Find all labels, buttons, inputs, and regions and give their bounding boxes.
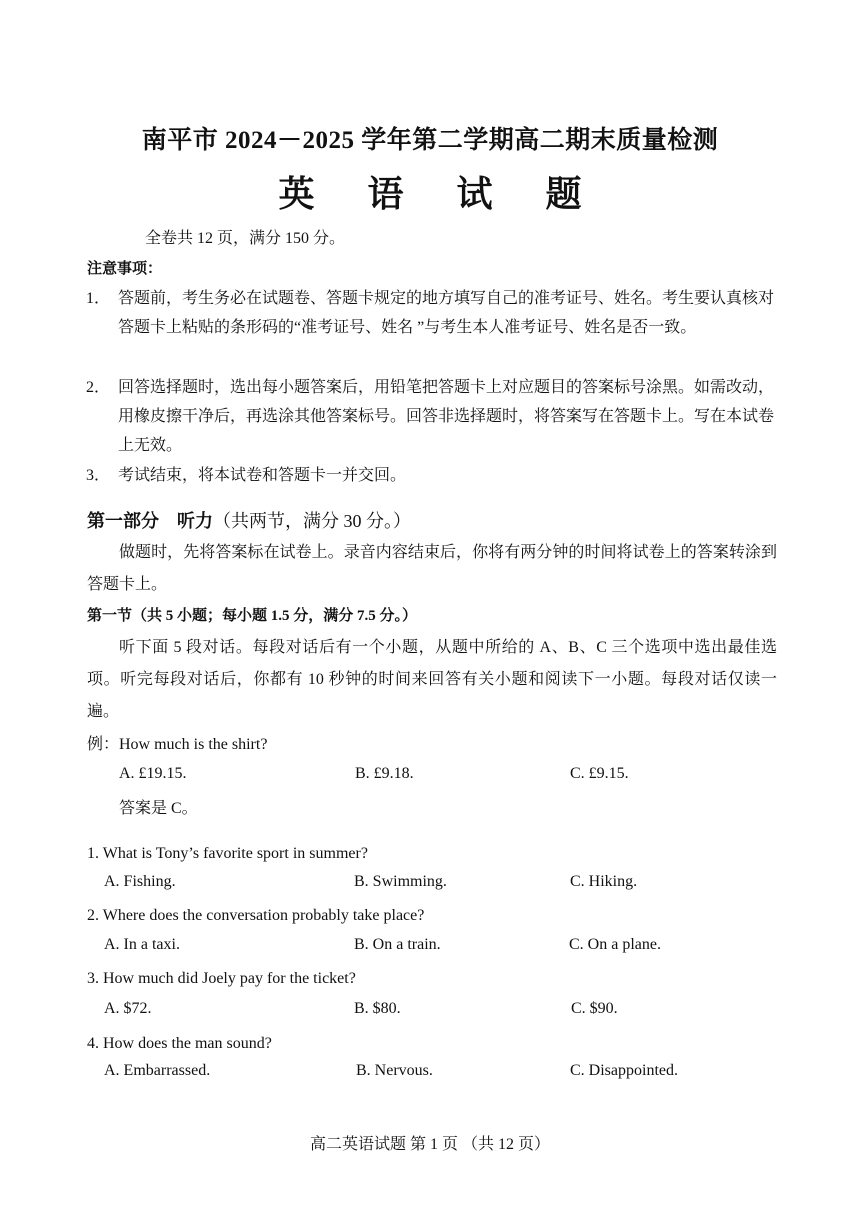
page-footer: 高二英语试题 第 1 页 （共 12 页）	[309, 1136, 550, 1153]
note-item	[86, 461, 778, 490]
question-3-option-b: B. $80.	[354, 1000, 401, 1017]
question-3-option-c: C. $90.	[571, 1000, 618, 1017]
example-option-b: B. £9.18.	[355, 765, 414, 782]
question-4-option-a: A. Embarrassed.	[104, 1062, 211, 1079]
question-2-option-b: B. On a train.	[354, 936, 441, 953]
question-4-option-c: C. Disappointed.	[570, 1062, 678, 1079]
question-1-option-a: A. Fishing.	[104, 873, 176, 890]
question-3-option-a: A. $72.	[104, 1000, 152, 1017]
note-text: 考试结束，将本试卷和答题卡一并交回。	[118, 467, 407, 484]
question-1: 1. What is Tony’s favorite sport in summer?	[87, 845, 368, 862]
note-number: 1．	[86, 290, 111, 307]
note-text: 答题前，考生务必在试题卷、答题卡规定的地方填写自己的准考证号、姓名。考生要认真核对答题卡上粘贴的条形码的“准考证号、姓名 ”与考生本人准考证号、姓名是否一致。	[118, 290, 775, 336]
note-item	[86, 373, 778, 460]
part1-heading-rest: （共两节，满分 30 分。）	[213, 511, 411, 531]
question-2: 2. Where does the conversation probably take place?	[87, 907, 425, 924]
question-1-option-c: C. Hiking.	[570, 873, 638, 890]
example-option-c: C. £9.15.	[570, 765, 629, 782]
part1-heading	[87, 507, 411, 533]
intro-text: 全卷共 12 页，满分 150 分。	[145, 230, 346, 247]
example-question: 例：How much is the shirt?	[87, 736, 268, 753]
question-2-option-a: A. In a taxi.	[104, 936, 180, 953]
note-item	[86, 284, 778, 342]
example-option-a: A. £19.15.	[119, 765, 187, 782]
example-answer: 答案是 C。	[119, 800, 198, 817]
part1-heading-bold: 第一部分 听力	[87, 511, 213, 531]
question-1-option-b: B. Swimming.	[354, 873, 447, 890]
section1-heading: 第一节（共 5 小题；每小题 1.5 分，满分 7.5 分。）	[87, 608, 418, 624]
section1-instruction: 听下面 5 段对话。每段对话后有一个小题，从题中所给的 A、B、C 三个选项中选出最佳选项。听完每段对话后，你都有 10 秒钟的时间来回答有关小题和阅读下一小题。每段对话仅读一遍。	[87, 639, 777, 720]
question-4-option-b: B. Nervous.	[356, 1062, 433, 1079]
note-number: 3．	[86, 467, 111, 484]
note-number: 2．	[86, 379, 111, 396]
exam-title: 南平市 2024－2025 学年第二学期高二期末质量检测	[141, 127, 719, 154]
part1-instruction: 做题时，先将答案标在试卷上。录音内容结束后，你将有两分钟的时间将试卷上的答案转涂到答题卡上。	[87, 544, 777, 593]
notes-heading: 注意事项：	[87, 261, 163, 277]
question-4: 4. How does the man sound?	[87, 1035, 272, 1052]
subject-title: 英 语 试 题	[278, 174, 604, 214]
question-2-option-c: C. On a plane.	[569, 936, 661, 953]
note-text: 回答选择题时，选出每小题答案后，用铅笔把答题卡上对应题目的答案标号涂黑。如需改动，用橡皮擦干净后，再选涂其他答案标号。回答非选择题时，将答案写在答题卡上。写在本试卷上无效。	[118, 379, 775, 454]
question-3: 3. How much did Joely pay for the ticket?	[87, 970, 356, 987]
